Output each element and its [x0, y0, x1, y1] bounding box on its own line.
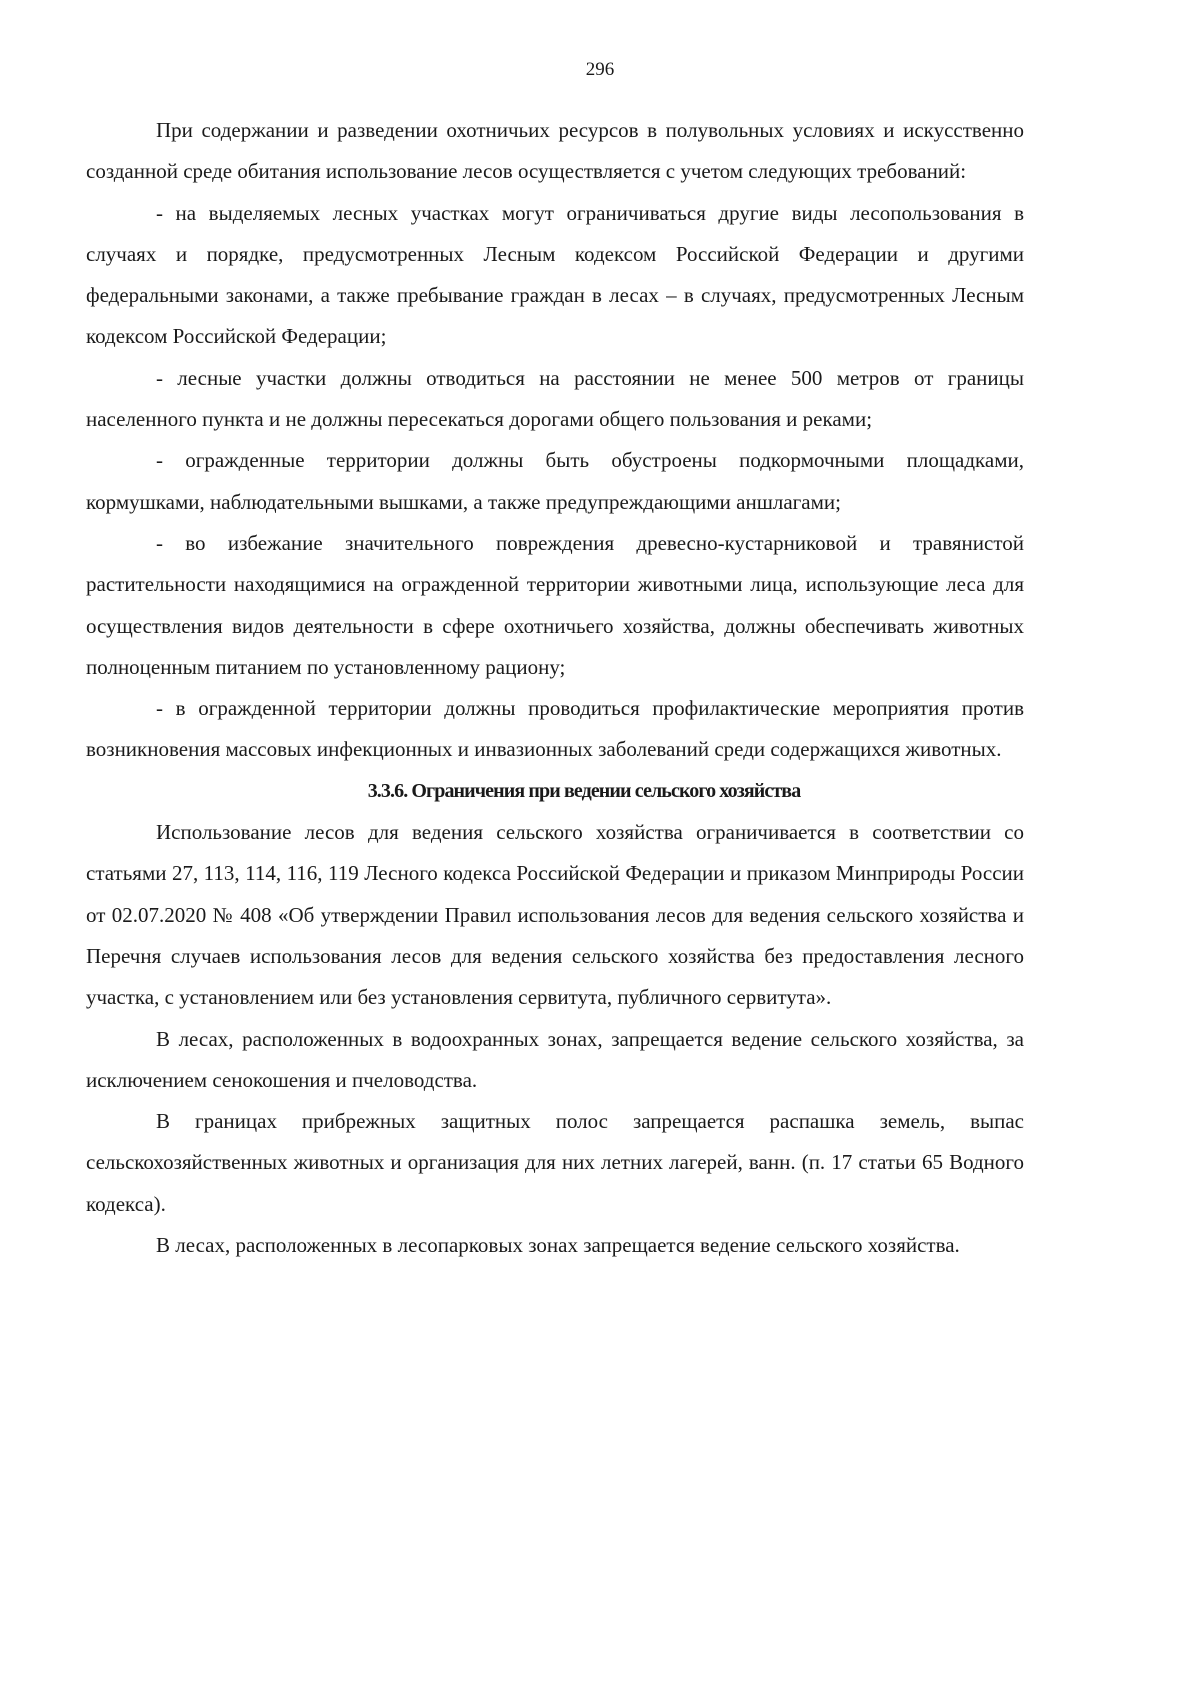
body-paragraph: Использование лесов для ведения сельского хозяйства ограничивается в соответствии со статьями 27, 113, 114, 116, 119 Лесного кодекса Российской Федерации и приказом Минприроды России от 02.07.2020 № 408 «Об утверждении Правил использования лесов для ведения сельского хозяйства и Перечня случаев использования лесов для ведения сельского хозяйства без предоставления лесного участка, с установлением или без установления сервитута, публичного сервитута». [86, 820, 1024, 1010]
page-body [86, 110, 1024, 1266]
section-intro-paragraph: При содержании и разведении охотничьих ресурсов в полувольных условиях и искусственно созданной среде обитания использование лесов осуществляется с учетом следующих требований: [86, 118, 1024, 184]
body-paragraph: В границах прибрежных защитных полос запрещается распашка земель, выпас сельскохозяйственных животных и организация для них летних лагерей, ванн. (п. 17 статьи 65 Водного кодекса). [86, 1109, 1024, 1216]
requirement-item: - огражденные территории должны быть обустроены подкормочными площадками, кормушками, наблюдательными вышками, а также предупреждающими аншлагами; [86, 448, 1024, 514]
body-paragraph: В лесах, расположенных в лесопарковых зонах запрещается ведение сельского хозяйства. [156, 1233, 960, 1258]
body-paragraph: В лесах, расположенных в водоохранных зонах, запрещается ведение сельского хозяйства, за исключением сенокошения и пчеловодства. [86, 1026, 1024, 1092]
requirement-item: - во избежание значительного повреждения древесно-кустарниковой и травянистой растительности находящимися на огражденной территории животными лица, использующие леса для осуществления видов деятельности в сфере охотничьего хозяйства, должны обеспечивать животных полноценным питанием по установленному рациону; [86, 530, 1024, 679]
requirement-item: - на выделяемых лесных участках могут ограничиваться другие виды лесопользования в случаях и порядке, предусмотренных Лесным кодексом Российской Федерации и другими федеральными законами, а также пребывание граждан в лесах – в случаях, предусмотренных Лесным кодексом Российской Федерации; [86, 200, 1024, 349]
page-number: 296 [585, 59, 615, 80]
requirement-item: - лесные участки должны отводиться на расстоянии не менее 500 метров от границы населенного пункта и не должны пересекаться дорогами общего пользования и реками; [86, 365, 1024, 432]
section-heading: 3.3.6. Ограничения при ведении сельского хозяйства [367, 779, 801, 802]
requirement-item: - в огражденной территории должны проводиться профилактические мероприятия против возникновения массовых инфекционных и инвазионных заболеваний среди содержащихся животных. [86, 696, 1024, 762]
